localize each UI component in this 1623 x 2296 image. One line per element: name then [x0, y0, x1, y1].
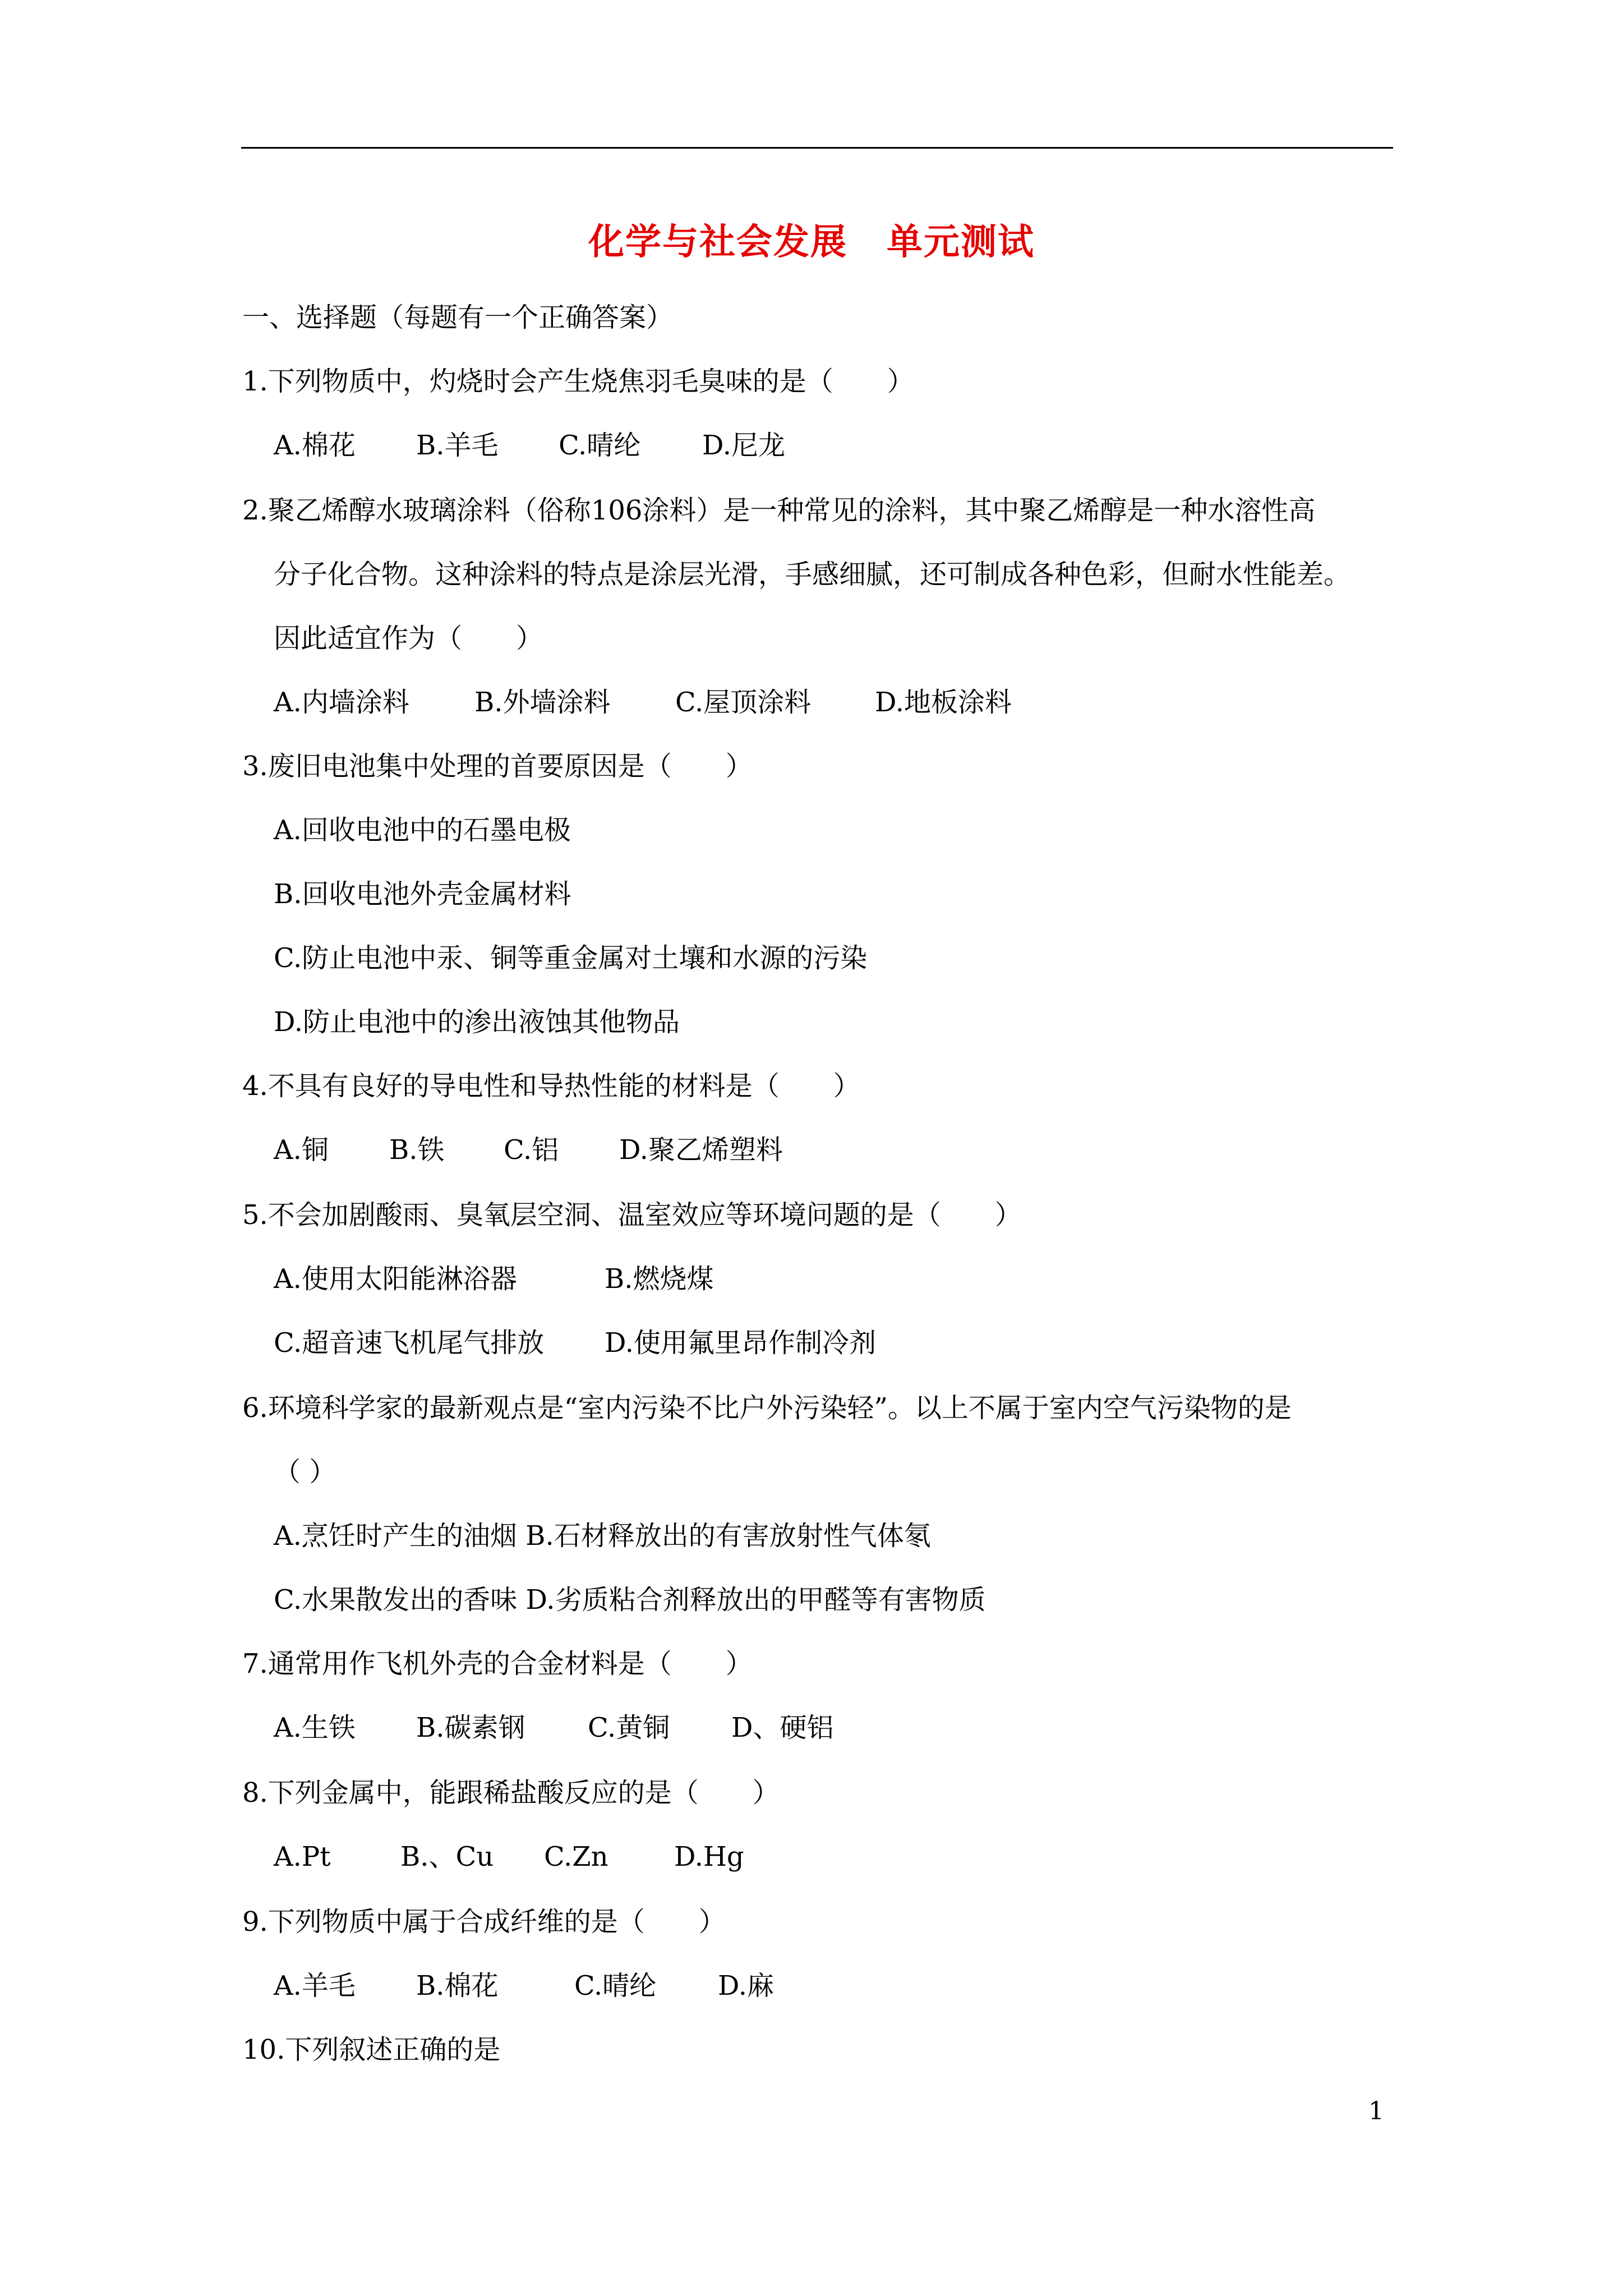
option-d: D.尼龙: [702, 430, 786, 461]
page-title: [0, 213, 1623, 265]
question-6-line-2: （ ）: [274, 1456, 336, 1488]
option-d: D.Hg: [674, 1841, 744, 1872]
option-b: B.铁: [389, 1134, 445, 1166]
option-c: C.屋顶涂料: [675, 687, 811, 718]
question-6-options-line-1: A.烹饪时产生的油烟 B.石材释放出的有害放射性气体氡: [274, 1520, 931, 1552]
option-a: A.Pt: [274, 1841, 331, 1872]
question-6-line-1: 6.环境科学家的最新观点是“室内污染不比户外污染轻”。以上不属于室内空气污染物的是: [242, 1392, 1292, 1424]
option-b: B.碳素钢: [416, 1712, 525, 1743]
option-c: C.黄铜: [588, 1712, 670, 1743]
option-b: B.外墙涂料: [474, 687, 611, 718]
option-c: C.晴纶: [559, 430, 641, 461]
question-2-line-1: 2.聚乙烯醇水玻璃涂料（俗称106涂料）是一种常见的涂料，其中聚乙烯醇是一种水溶性高: [242, 495, 1316, 526]
question-5-options-line-1: [274, 1262, 714, 1296]
option-a: A.棉花: [274, 430, 356, 461]
page-number: 1: [1368, 2097, 1384, 2125]
title-part1: 化学与社会发展: [588, 222, 847, 263]
question-7-options: [274, 1711, 834, 1745]
question-5-options-line-2: [274, 1326, 876, 1360]
option-a: A.铜: [274, 1134, 329, 1166]
question-7: 7.通常用作飞机外壳的合金材料是（ ）: [242, 1648, 753, 1680]
option-d: D.地板涂料: [875, 687, 1012, 718]
option-c: C.超音速飞机尾气排放: [274, 1327, 545, 1359]
question-5: 5.不会加剧酸雨、臭氧层空洞、温室效应等环境问题的是（ ）: [242, 1199, 1022, 1231]
option-a: A.内墙涂料: [274, 687, 409, 718]
option-d: D.麻: [718, 1970, 774, 2001]
question-3-option-b: B.回收电池外壳金属材料: [274, 878, 571, 910]
question-1-options: [274, 429, 785, 462]
question-4: 4.不具有良好的导电性和导热性能的材料是（ ）: [242, 1070, 860, 1102]
option-b: B.羊毛: [416, 430, 499, 461]
option-a: A.生铁: [274, 1712, 356, 1743]
option-d: D.使用氟里昂作制冷剂: [605, 1327, 877, 1359]
question-9: 9.下列物质中属于合成纤维的是（ ）: [242, 1906, 726, 1938]
option-c: C.Zn: [544, 1841, 608, 1872]
option-d: D.聚乙烯塑料: [619, 1134, 783, 1166]
option-b: B.、Cu: [400, 1841, 494, 1872]
question-9-options: [274, 1969, 774, 2003]
section-heading: 一、选择题（每题有一个正确答案）: [242, 302, 674, 333]
question-3-option-d: D.防止电池中的渗出液蚀其他物品: [274, 1006, 680, 1038]
header-rule: [241, 147, 1393, 149]
option-a: A.使用太阳能淋浴器: [274, 1263, 517, 1295]
option-b: B.燃烧煤: [605, 1263, 714, 1295]
question-3: 3.废旧电池集中处理的首要原因是（ ）: [242, 751, 753, 782]
option-d: D、硬铝: [731, 1712, 834, 1743]
question-10: 10.下列叙述正确的是: [242, 2034, 501, 2065]
question-3-option-c: C.防止电池中汞、铜等重金属对土壤和水源的污染: [274, 942, 868, 974]
option-c: C.铝: [504, 1134, 559, 1166]
question-8-options: [274, 1840, 744, 1874]
option-b: B.棉花: [416, 1970, 499, 2001]
title-part2: 单元测试: [887, 222, 1035, 263]
question-2-options: [274, 685, 1012, 719]
option-c: C.晴纶: [574, 1970, 657, 2001]
question-2-line-2: 分子化合物。这种涂料的特点是涂层光滑，手感细腻，还可制成各种色彩，但耐水性能差。: [274, 559, 1351, 590]
question-4-options: [274, 1133, 783, 1167]
question-2-line-3: 因此适宜作为（ ）: [274, 623, 543, 654]
question-6-options-line-2: C.水果散发出的香味 D.劣质粘合剂释放出的甲醛等有害物质: [274, 1584, 986, 1616]
question-1: 1.下列物质中，灼烧时会产生烧焦羽毛臭味的是（ ）: [242, 366, 914, 397]
question-8: 8.下列金属中，能跟稀盐酸反应的是（ ）: [242, 1777, 780, 1809]
question-3-option-a: A.回收电池中的石墨电极: [274, 815, 571, 846]
option-a: A.羊毛: [274, 1970, 356, 2001]
